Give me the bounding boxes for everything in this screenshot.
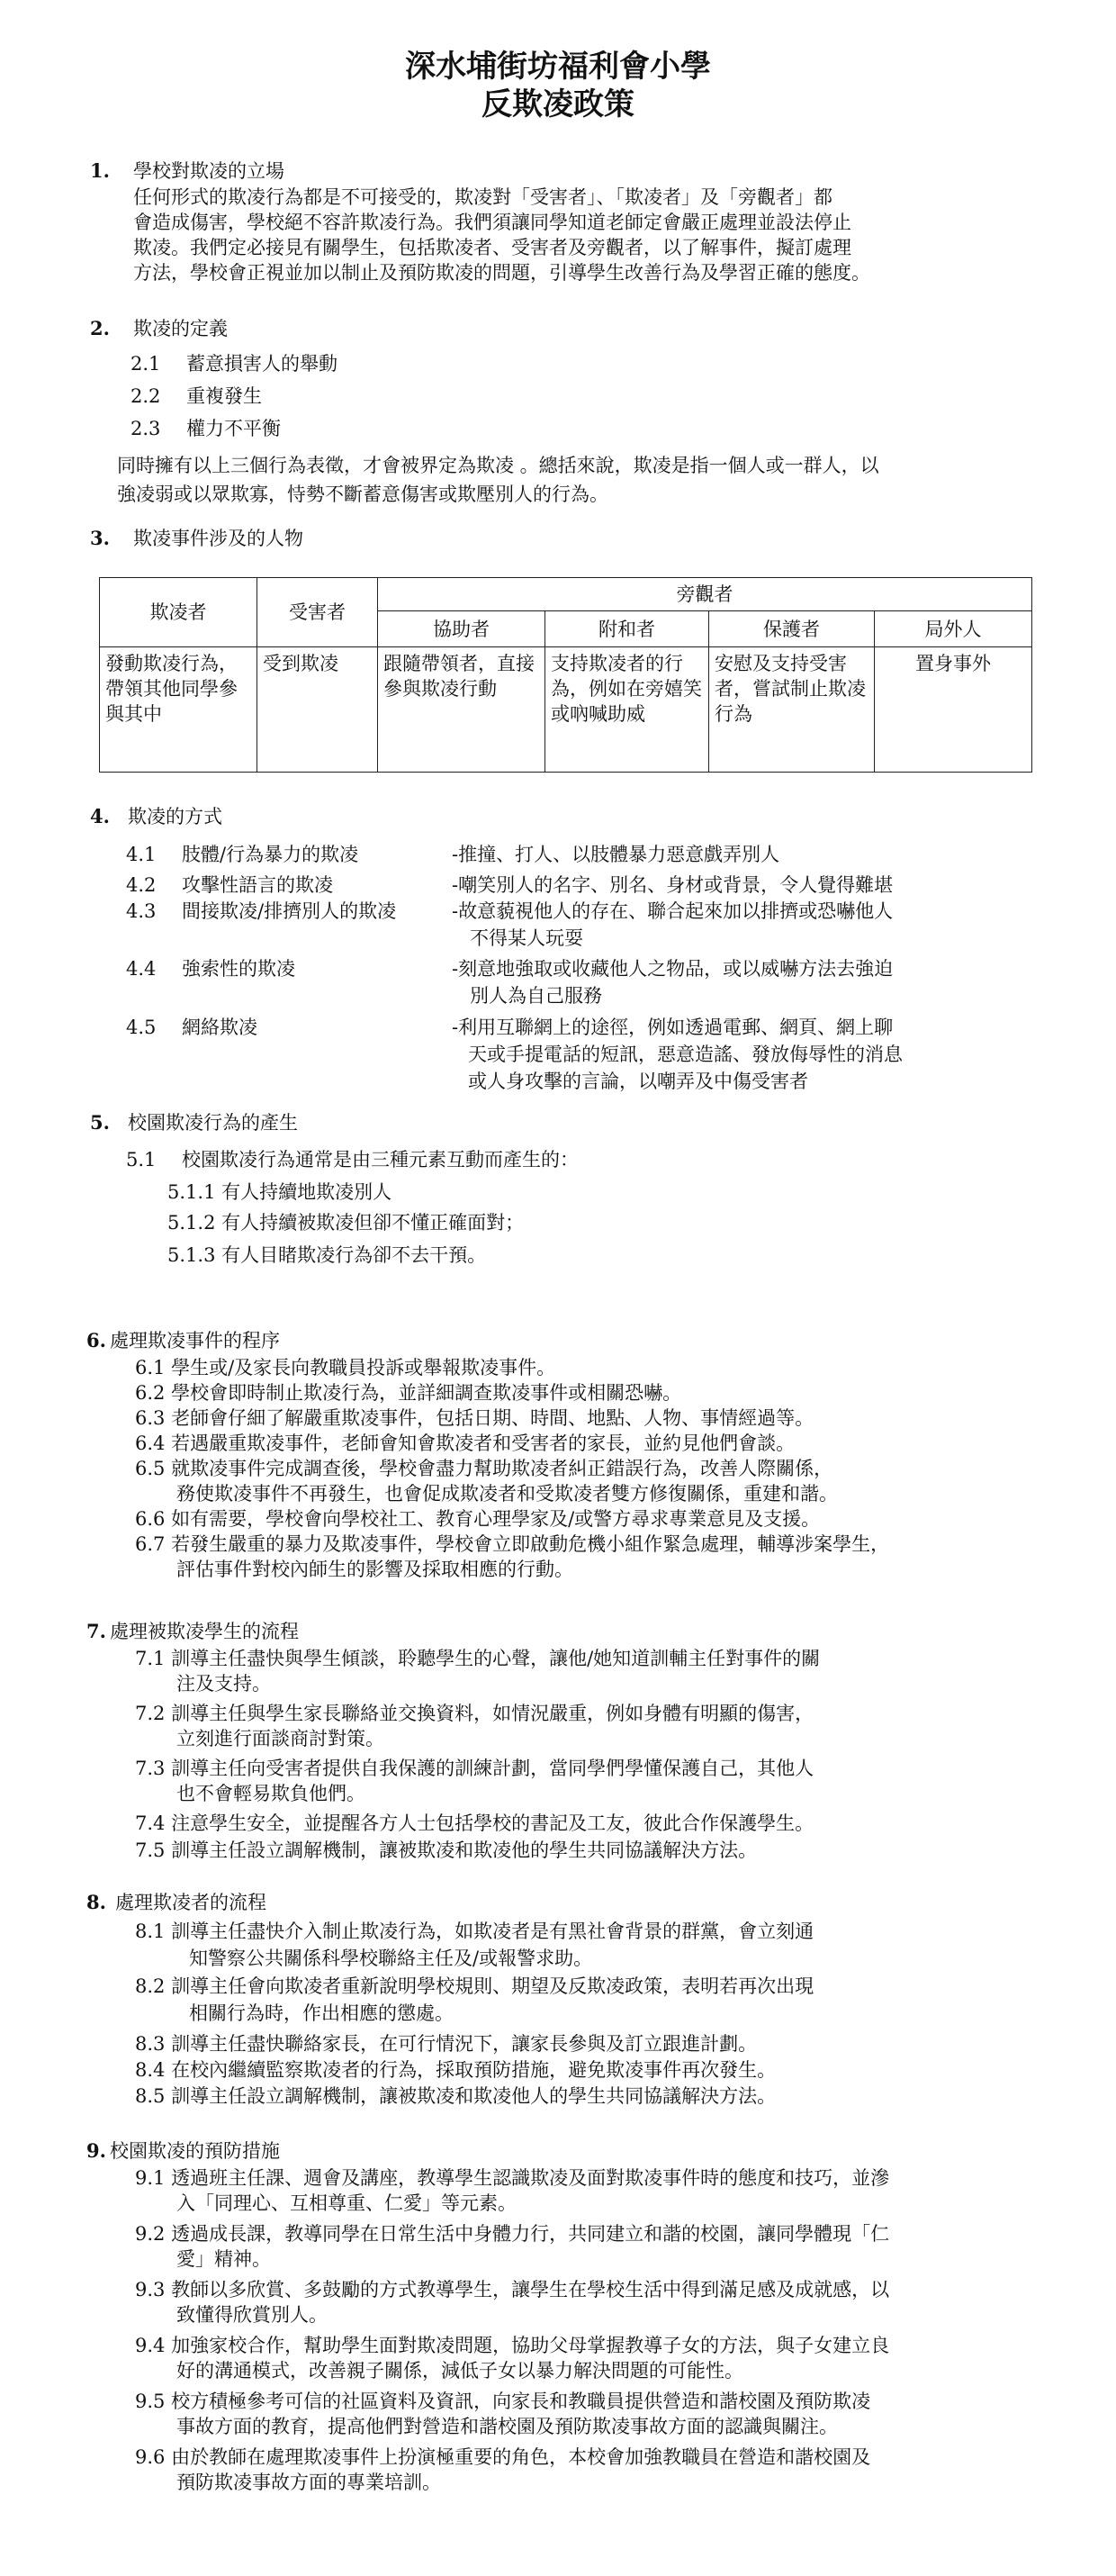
section-2-heading: 2. 欺凌的定義 [90, 317, 228, 339]
cause-item: 5.1.2 有人持續被欺凌但卻不懂正確面對； [167, 1212, 525, 1234]
method-item: 4.3 間接欺凌/排擠別人的欺凌 [126, 900, 397, 922]
victim-flow-line: 也不會輕易欺負他們。 [176, 1783, 365, 1804]
header-sub: 附和者 [545, 611, 709, 647]
prevention-line: 9.4 加強家校合作，幫助學生面對欺凌問題，協助父母掌握教導子女的方法，與子女建立良 [135, 2335, 890, 2356]
section-3-heading: 3. 欺凌事件涉及的人物 [90, 527, 303, 549]
method-item: 4.2 攻擊性語言的欺凌 [126, 874, 333, 896]
bully-flow-line: 知警察公共關係科學校聯絡主任及/或報警求助。 [189, 1948, 593, 1969]
victim-flow-line: 7.5 訓導主任設立調解機制，讓被欺凌和欺凌他的學生共同協議解決方法。 [135, 1839, 758, 1861]
method-item: 4.1 肢體/行為暴力的欺凌 [126, 844, 359, 865]
prevention-line: 好的溝通模式，改善親子關係，減低子女以暴力解決問題的可能性。 [176, 2360, 743, 2382]
prevention-line: 9.6 由於教師在處理欺凌事件上扮演極重要的角色，本校會加強教職員在營造和諧校園及 [135, 2446, 871, 2468]
method-desc: 不得某人玩耍 [470, 927, 583, 949]
prevention-line: 9.1 透過班主任課、週會及講座，教導學生認識欺凌及面對欺凌事件時的態度和技巧，並滲 [135, 2167, 890, 2189]
section-4-heading: 4. 欺凌的方式 [90, 805, 222, 827]
definition-item: 2.3 權力不平衡 [130, 418, 281, 439]
section-6-heading: 6. 處理欺凌事件的程序 [86, 1329, 280, 1351]
policy-title: 反欺凌政策 [482, 86, 634, 122]
prevention-line: 9.3 教師以多欣賞、多鼓勵的方式教導學生，讓學生在學校生活中得到滿足感及成就感，以 [135, 2279, 890, 2300]
prevention-line: 9.5 校方積極參考可信的社區資料及資訊，向家長和教職員提供營造和諧校園及預防欺凌 [135, 2391, 871, 2412]
method-desc: -嘲笑別人的名字、別名、身材或背景，令人覺得難堪 [452, 874, 894, 896]
definition-item: 2.1 蓄意損害人的舉動 [130, 353, 338, 375]
victim-flow-line: 立刻進行面談商討對策。 [176, 1728, 384, 1749]
method-desc: -故意藐視他人的存在、聯合起來加以排擠或恐嚇他人 [452, 900, 894, 922]
procedure-line: 6.7 若發生嚴重的暴力及欺凌事件，學校會立即啟動危機小組作緊急處理，輔導涉案學生， [135, 1533, 890, 1555]
definition-item: 2.2 重複發生 [130, 385, 262, 407]
section-5-heading: 5. 校園欺凌行為的產生 [90, 1111, 298, 1134]
section-8-heading: 8. 處理欺凌者的流程 [86, 1891, 266, 1913]
victim-flow-line: 7.1 訓導主任盡快與學生傾談，聆聽學生的心聲，讓他/她知道訓輔主任對事件的關 [135, 1648, 821, 1669]
bully-flow-line: 8.5 訓導主任設立調解機制，讓被欺凌和欺凌他人的學生共同協議解決方法。 [135, 2085, 777, 2107]
victim-flow-line: 7.4 注意學生安全，並提醒各方人士包括學校的書記及工友，彼此合作保護學生。 [135, 1812, 814, 1834]
table-cell: 支持欺凌者的行為，例如在旁嬉笑或吶喊助威 [545, 647, 709, 773]
section-1-text: 欺凌。我們定必接見有關學生，包括欺凌者、受害者及旁觀者，以了解事件，擬訂處理 [133, 237, 851, 258]
victim-flow-line: 注及支持。 [176, 1673, 271, 1695]
table-cell: 置身事外 [875, 647, 1032, 773]
people-involved-table [99, 577, 1032, 773]
definition-note: 強凌弱或以眾欺寡，恃勢不斷蓄意傷害或欺壓別人的行為。 [117, 484, 608, 505]
header-victim: 受害者 [257, 578, 378, 647]
prevention-line: 9.2 透過成長課，教導同學在日常生活中身體力行，共同建立和諧的校園，讓同學體現「仁 [135, 2223, 890, 2245]
procedure-line: 6.1 學生或/及家長向教職員投訴或舉報欺凌事件。 [135, 1357, 556, 1378]
section-7-heading: 7. 處理被欺凌學生的流程 [86, 1620, 299, 1642]
prevention-line: 致懂得欣賞別人。 [176, 2304, 328, 2326]
procedure-line: 評估事件對校內師生的影響及採取相應的行動。 [176, 1559, 573, 1580]
method-item: 4.5 網絡欺凌 [126, 1017, 257, 1038]
table-cell: 發動欺凌行為，帶領其他同學參與其中 [100, 647, 257, 773]
victim-flow-line: 7.3 訓導主任向受害者提供自我保護的訓練計劃，當同學們學懂保護自己，其他人 [135, 1758, 814, 1779]
cause-item: 5.1.1 有人持續地欺凌別人 [167, 1181, 392, 1203]
header-bully: 欺凌者 [100, 578, 257, 647]
prevention-line: 事故方面的教育，提高他們對營造和諧校園及預防欺凌事故方面的認識與關注。 [176, 2416, 838, 2437]
procedure-line: 6.6 如有需要，學校會向學校社工、教育心理學家及/或警方尋求專業意見及支援。 [135, 1508, 821, 1530]
method-desc: 或人身攻擊的言論，以嘲弄及中傷受害者 [468, 1071, 808, 1092]
prevention-line: 入「同理心、互相尊重、仁愛」等元素。 [176, 2192, 517, 2214]
bully-flow-line: 相關行為時，作出相應的懲處。 [189, 2002, 454, 2024]
header-sub: 局外人 [875, 611, 1032, 647]
table-cell: 安慰及支持受害者，嘗試制止欺凌行為 [709, 647, 875, 773]
bully-flow-line: 8.1 訓導主任盡快介入制止欺凌行為，如欺凌者是有黑社會背景的群黨，會立刻通 [135, 1921, 814, 1942]
table-cell: 跟隨帶領者，直接參與欺凌行動 [378, 647, 545, 773]
definition-note: 同時擁有以上三個行為表徵，才會被界定為欺凌 。總括來說，欺凌是指一個人或一群人，以 [117, 455, 879, 476]
school-name: 深水埔街坊福利會小學 [405, 49, 711, 85]
bully-flow-line: 8.3 訓導主任盡快聯絡家長，在可行情況下，讓家長參與及訂立跟進計劃。 [135, 2033, 758, 2055]
section-9-heading: 9. 校園欺凌的預防措施 [86, 2139, 280, 2162]
method-desc: -推撞、打人、以肢體暴力惡意戲弄別人 [452, 844, 780, 865]
bully-flow-line: 8.4 在校內繼續監察欺凌者的行為，採取預防措施，避免欺凌事件再次發生。 [135, 2059, 777, 2081]
table-cell: 受到欺凌 [257, 647, 378, 773]
procedure-line: 務使欺凌事件不再發生，也會促成欺凌者和受欺凌者雙方修復關係，重建和諧。 [176, 1483, 838, 1505]
section-1-heading: 1. 學校對欺凌的立場 [90, 159, 284, 182]
method-desc: 天或手提電話的短訊，惡意造謠、發放侮辱性的消息 [468, 1044, 903, 1065]
header-sub: 協助者 [378, 611, 545, 647]
prevention-line: 愛」精神。 [176, 2248, 271, 2270]
procedure-line: 6.5 就欺凌事件完成調查後，學校會盡力幫助欺凌者糾正錯誤行為，改善人際關係， [135, 1458, 833, 1479]
section-1-text: 方法，學校會正視並加以制止及預防欺凌的問題，引導學生改善行為及學習正確的態度。 [133, 262, 870, 284]
method-desc: -利用互聯網上的途徑，例如透過電郵、網頁、網上聊 [452, 1017, 894, 1038]
method-desc: 別人為自己服務 [470, 985, 602, 1007]
method-item: 4.4 強索性的欺凌 [126, 958, 295, 980]
procedure-line: 6.4 若遇嚴重欺凌事件，老師會知會欺凌者和受害者的家長，並約見他們會談。 [135, 1433, 796, 1454]
header-sub: 保護者 [709, 611, 875, 647]
section-1-text: 會造成傷害，學校絕不容許欺凌行為。我們須讓同學知道老師定會嚴正處理並設法停止 [133, 212, 851, 233]
prevention-line: 預防欺凌事故方面的專業培訓。 [176, 2472, 441, 2493]
method-desc: -刻意地強取或收藏他人之物品，或以威嚇方法去強迫 [452, 958, 894, 980]
cause-item: 5.1.3 有人目睹欺凌行為卻不去干預。 [167, 1244, 487, 1266]
victim-flow-line: 7.2 訓導主任與學生家長聯絡並交換資料，如情況嚴重，例如身體有明顯的傷害， [135, 1703, 814, 1724]
procedure-line: 6.3 老師會仔細了解嚴重欺凌事件，包括日期、時間、地點、人物、事情經過等。 [135, 1407, 814, 1429]
cause-intro: 5.1 校園欺凌行為通常是由三種元素互動而產生的： [126, 1149, 579, 1170]
header-bystander: 旁觀者 [378, 578, 1032, 611]
section-1-text: 任何形式的欺凌行為都是不可接受的，欺凌對「受害者」、「欺凌者」及「旁觀者」都 [133, 186, 832, 208]
procedure-line: 6.2 學校會即時制止欺凌行為，並詳細調查欺凌事件或相關恐嚇。 [135, 1382, 682, 1404]
bully-flow-line: 8.2 訓導主任會向欺凌者重新說明學校規則、期望及反欺凌政策，表明若再次出現 [135, 1975, 814, 1997]
